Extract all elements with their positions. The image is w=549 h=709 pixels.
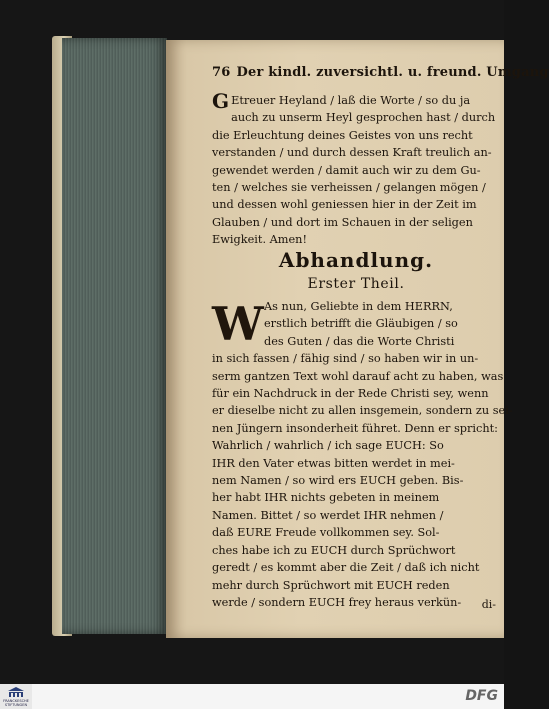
- running-head: [212, 65, 549, 80]
- body-line: Namen. Bittet / so werdet IHR nehmen /: [212, 508, 444, 522]
- prayer-line: Glauben / und dort im Schauen in der seligen: [212, 215, 473, 229]
- body-line: werde / sondern EUCH frey heraus verkün-: [212, 595, 462, 609]
- section-subheading: Erster Theil.: [307, 276, 405, 292]
- page-number: 76: [212, 65, 231, 80]
- body-line: mehr durch Sprüchwort mit EUCH reden: [212, 578, 450, 592]
- book-page: [166, 40, 549, 638]
- prayer-line: gewendet werden / damit auch wir zu dem Gu-: [212, 163, 481, 177]
- prayer-line: die Erleuchtung deines Geistes von uns recht: [212, 128, 473, 142]
- body-line: ches habe ich zu EUCH durch Sprüchwort: [212, 543, 456, 557]
- dfg-logo[interactable]: DFG: [465, 688, 498, 704]
- decorated-initial: W: [212, 297, 264, 351]
- body-paragraph: [212, 297, 513, 611]
- prayer-line: auch zu unserm Heyl gesprochen hast / durch: [231, 111, 496, 125]
- prayer-line: und dessen wohl geniessen hier in der Zeit im: [212, 198, 477, 212]
- body-line: daß EURE Freude vollkommen sey. Sol-: [212, 526, 440, 540]
- building-icon: [8, 687, 24, 698]
- prayer-initial: G: [212, 89, 230, 113]
- body-line: nen Jüngern insonderheit führet. Denn er spricht:: [212, 421, 498, 435]
- left-logo-label: FRANCKESCHE STIFTUNGEN: [3, 699, 29, 707]
- body-line: er dieselbe nicht zu allen insgemein, sondern zu sei-: [212, 404, 513, 418]
- body-line: As nun, Geliebte in dem HERRN,: [264, 300, 453, 313]
- running-head-text: Der kindl. zuversichtl. u. freund. Umgang: [236, 65, 549, 80]
- viewer-footer: [0, 684, 504, 709]
- section-heading: Abhandlung.: [278, 248, 434, 272]
- body-line: des Guten / das die Worte Christi: [264, 334, 455, 348]
- body-line: für ein Nachdruck in der Rede Christi sey, wenn: [212, 387, 489, 401]
- body-line: her habt IHR nichts gebeten in meinem: [212, 491, 440, 505]
- page-block-edge: [62, 38, 167, 634]
- prayer-line: ten / welches sie verheissen / gelangen mögen /: [212, 181, 486, 195]
- prayer-line: verstanden / und durch dessen Kraft treulich an-: [212, 146, 492, 160]
- franckesche-stiftungen-logo[interactable]: [0, 684, 32, 709]
- catchword: di-: [481, 598, 496, 611]
- body-line: in sich fassen / fähig sind / so haben wir in un-: [212, 352, 479, 366]
- prayer-line: Etreuer Heyland / laß die Worte / so du ja: [231, 94, 471, 107]
- body-line: IHR den Vater etwas bitten werdet in mei-: [212, 456, 455, 470]
- prayer-line: Ewigkeit. Amen!: [212, 233, 307, 247]
- body-line: nem Namen / so wird ers EUCH geben. Bis-: [212, 474, 464, 488]
- body-line: Wahrlich / wahrlich / ich sage EUCH: So: [212, 439, 444, 453]
- body-line: geredt / es kommt aber die Zeit / daß ich nicht: [212, 561, 480, 575]
- body-line: erstlich betrifft die Gläubigen / so: [264, 317, 458, 331]
- body-line: serm gantzen Text wohl darauf acht zu haben, was: [212, 369, 504, 383]
- prayer-paragraph: [212, 89, 500, 249]
